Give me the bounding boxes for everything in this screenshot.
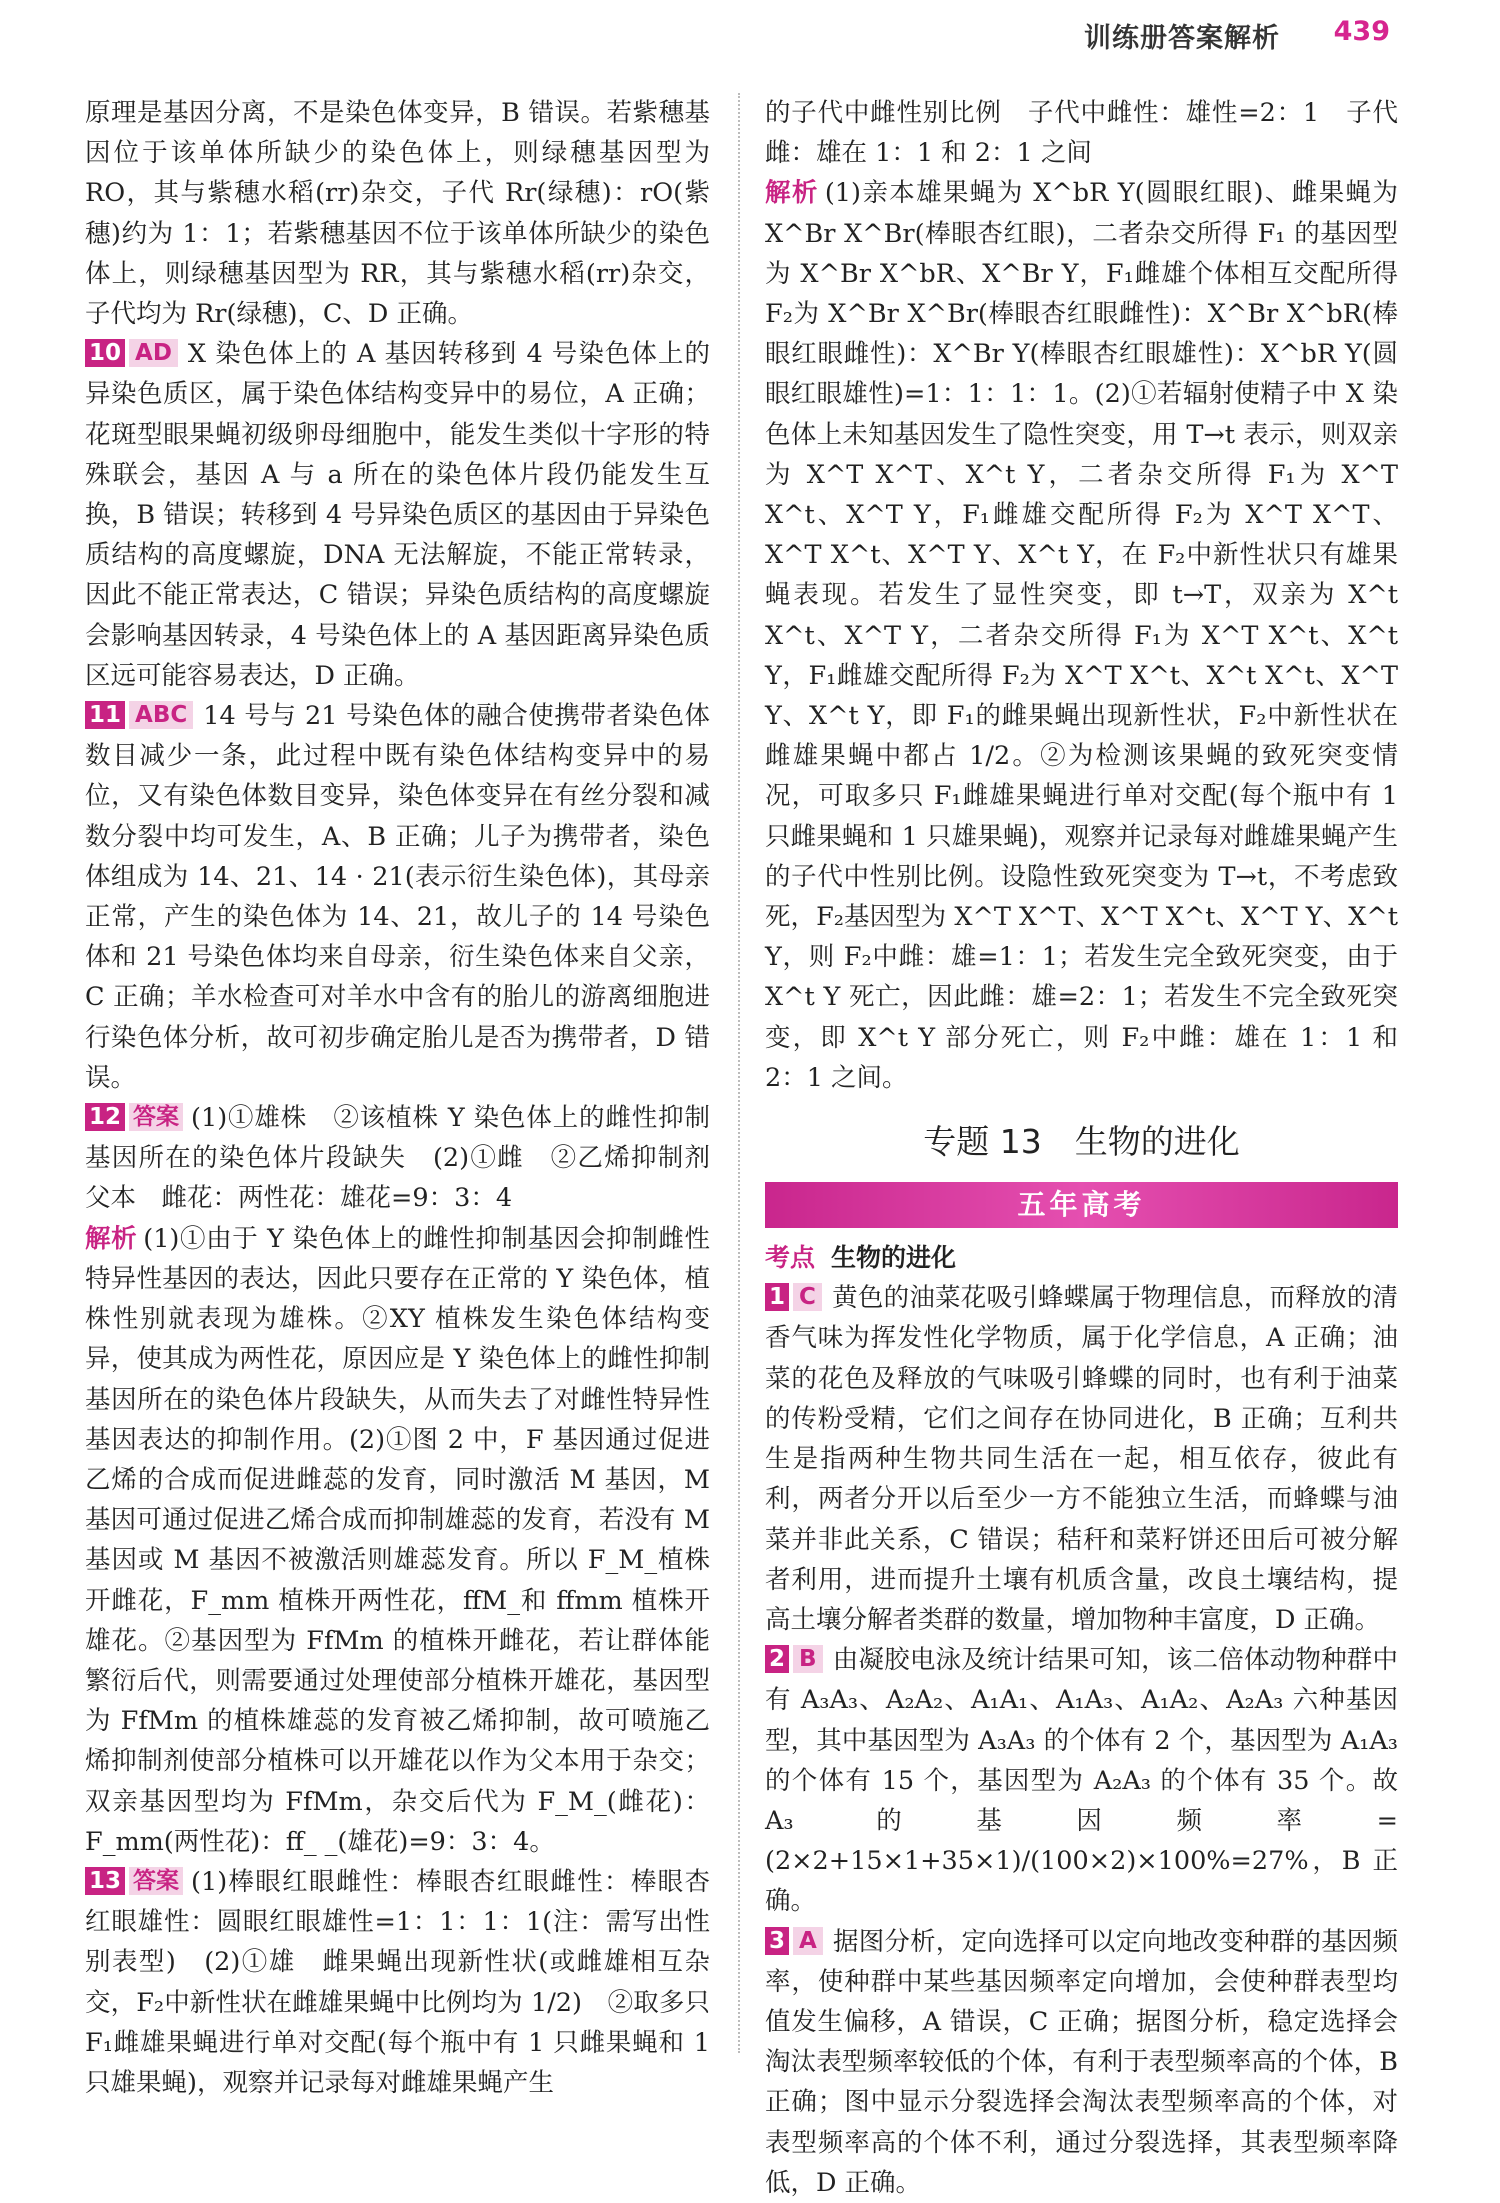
answer-badge: AD	[129, 339, 178, 367]
answer-badge: ABC	[129, 701, 193, 729]
question-2	[765, 1640, 1398, 1921]
question-1	[765, 1278, 1398, 1640]
page-header	[0, 12, 1500, 52]
question-number-badge: 1	[765, 1283, 789, 1311]
analysis-text: (1)亲本雄果蝇为 X^bR Y(圆眼红眼)、雌果蝇为 X^Br X^Br(棒眼杏红眼)，二者杂交所得 F₁ 的基因型为 X^Br X^bR、X^Br Y，F₁雌雄个体相互交配所得 F₂为 X^Br X^Br(棒眼杏红眼雌性)：X^Br X^bR(棒眼红眼雌性)：X^Br Y(棒眼杏红眼雄性)：X^bR Y(圆眼红眼雄性)=1：1：1：1。(2)①若辐射使精子中 X 染色体上未知基因发生了隐性突变，用 T→t 表示，则双亲为 X^T X^T、X^t Y，二者杂交所得 F₁为 X^T X^t、X^T Y，F₁雌雄交配所得 F₂为 X^T X^T、X^T X^t、X^T Y、X^t Y，在 F₂中新性状只有雄果蝇表现。若发生了显性突变，即 t→T，双亲为 X^t X^t、X^T Y，二者杂交所得 F₁为 X^T X^t、X^t Y，F₁雌雄交配所得 F₂为 X^T X^t、X^t X^t、X^T Y、X^t Y，即 F₁的雌果蝇出现新性状，F₂中新性状在雌雄果蝇中都占 1/2。②为检测该果蝇的致死突变情况，可取多只 F₁雌雄果蝇进行单对交配(每个瓶中有 1 只雌果蝇和 1 只雄果蝇)，观察并记录每对雌雄果蝇产生的子代中性别比例。设隐性致死突变为 T→t，不考虑致死，F₂基因型为 X^T X^T、X^T X^t、X^T Y、X^t Y，则 F₂中雌：雄=1：1；若发生完全致死突变，由于 X^t Y 死亡，因此雌：雄=2：1；若发生不完全致死突变，即 X^t Y 部分死亡，则 F₂中雌：雄在 1：1 和 2：1 之间。	[765, 178, 1398, 1093]
question-text: 14 号与 21 号染色体的融合使携带者染色体数目减少一条，此过程中既有染色体结构变异中的易位，又有染色体数目变异，染色体变异在有丝分裂和减数分裂中均可发生，A、B 正确；儿子为携带者，染色体组成为 14、21、14 · 21(表示衍生染色体)，其母亲正常，产生的染色体为 14、21，故儿子的 14 号染色体和 21 号染色体均来自母亲，衍生染色体来自父亲，C 正确；羊水检查可对羊水中含有的胎儿的游离细胞进行染色体分析，故可初步确定胎儿是否为携带者，D 错误。	[85, 701, 710, 1093]
answer-badge: A	[793, 1927, 823, 1955]
question-13-answer	[85, 1862, 710, 2103]
paragraph-continued: 原理是基因分离，不是染色体变异，B 错误。若紫穗基因位于该单体所缺少的染色体上，则绿穗基因型为 RO，其与紫穗水稻(rr)杂交，子代 Rr(绿穗)：rO(紫穗)约为 1：1；若紫穗基因不位于该单体所缺少的染色体上，则绿穗基因型为 RR，其与紫穗水稻(rr)杂交，子代均为 Rr(绿穗)，C、D 正确。	[85, 98, 710, 330]
analysis-text: (1)①由于 Y 染色体上的雌性抑制基因会抑制雌性特异性基因的表达，因此只要存在正常的 Y 染色体，植株性别就表现为雄株。②XY 植株发生染色体结构变异，使其成为两性花，原因应是 Y 染色体上的雌性抑制基因所在的染色体片段缺失，从而失去了对雌性特异性基因表达的抑制作用。(2)①图 2 中，F 基因通过促进乙烯的合成而促进雌蕊的发育，同时激活 M 基因，M 基因可通过促进乙烯合成而抑制雄蕊的发育，若没有 M 基因或 M 基因不被激活则雄蕊发育。所以 F_M_植株开雌花，F_mm 植株开两性花，ffM_和 ffmm 植株开雄花。②基因型为 FfMm 的植株开雌花，若让群体能繁衍后代，则需要通过处理使部分植株开雄花，基因型为 FfMm 的植株雄蕊的发育被乙烯抑制，故可喷施乙烯抑制剂使部分植株可以开雄花以作为父本用于杂交；双亲基因型均为 FfMm，杂交后代为 F_M_(雌花)：F_mm(两性花)：ff_ _(雄花)=9：3：4。	[85, 1223, 710, 1857]
page-number: 439	[1333, 16, 1390, 47]
kaodian-title: 生物的进化	[831, 1243, 957, 1273]
left-column	[85, 93, 736, 2103]
question-number-badge: 10	[85, 339, 125, 367]
question-12-answer	[85, 1098, 736, 1219]
analysis-label: 解析	[85, 1223, 138, 1254]
answer-text: (1)①雄株 ②该植株 Y 染色体上的雌性抑制基因所在的染色体片段缺失 (2)①雌 ②乙烯抑制剂 父本 雌花：两性花：雄花=9：3：4	[85, 1103, 736, 1214]
question-3	[765, 1922, 1398, 2203]
question-number-badge: 13	[85, 1867, 125, 1895]
kaodian-heading	[765, 1238, 1398, 1278]
question-text: 据图分析，定向选择可以定向地改变种群的基因频率，使种群中某些基因频率定向增加，会使种群表型均值发生偏移，A 错误，C 正确；据图分析，稳定选择会淘汰表型频率较低的个体，有利于表型频率高的个体，B 正确；图中显示分裂选择会淘汰表型频率高的个体，对表型频率高的个体不利，通过分裂选择，其表型频率降低，D 正确。	[765, 1926, 1398, 2198]
question-12-analysis	[85, 1219, 710, 1862]
question-text: 由凝胶电泳及统计结果可知，该二倍体动物种群中有 A₃A₃、A₂A₂、A₁A₁、A₁A₃、A₁A₂、A₂A₃ 六种基因型，其中基因型为 A₃A₃ 的个体有 2 个，基因型为 A₁A₃ 的个体有 15 个，基因型为 A₂A₃ 的个体有 35 个。故 A₃ 的基因频率=(2×2+15×1+35×1)/(100×2)×100%=27%，B 正确。	[765, 1645, 1398, 1917]
kaodian-label: 考点	[765, 1243, 816, 1273]
question-10	[85, 334, 710, 696]
question-13-analysis	[765, 173, 1398, 1098]
answer-text: (1)棒眼红眼雌性：棒眼杏红眼雌性：棒眼杏红眼雄性：圆眼红眼雄性=1：1：1：1(注：需写出性别表型) (2)①雄 雌果蝇出现新性状(或雌雄相互杂交，F₂中新性状在雌雄果蝇中比例均为 1/2) ②取多只 F₁雌雄果蝇进行单对交配(每个瓶中有 1 只雌果蝇和 1 只雄果蝇)，观察并记录每对雌雄果蝇产生	[85, 1866, 710, 2098]
question-number-badge: 2	[765, 1645, 789, 1673]
answer-badge: B	[793, 1645, 823, 1673]
question-number-badge: 12	[85, 1103, 125, 1131]
answer-continued: 的子代中雌性别比例 子代中雌性：雄性=2：1 子代雌：雄在 1：1 和 2：1 之间	[765, 98, 1398, 169]
question-text: 黄色的油菜花吸引蜂蝶属于物理信息，而释放的清香气味为挥发性化学物质，属于化学信息，A 正确；油菜的花色及释放的气味吸引蜂蝶的同时，也有利于油菜的传粉受精，它们之间存在协同进化，B 正确；互利共生是指两种生物共同生活在一起，相互依存，彼此有利，两者分开以后至少一方不能独立生活，而蜂蝶与油菜并非此关系，C 错误；秸秆和菜籽饼还田后可被分解者利用，进而提升土壤有机质含量，改良土壤结构，提高土壤分解者类群的数量，增加物种丰富度，D 正确。	[765, 1283, 1398, 1635]
question-11	[85, 696, 710, 1098]
section-title: 专题 13 生物的进化	[923, 1122, 1240, 1162]
question-text: X 染色体上的 A 基因转移到 4 号染色体上的异染色质区，属于染色体结构变异中的易位，A 正确；花斑型眼果蝇初级卵母细胞中，能发生类似十字形的特殊联会，基因 A 与 a 所在的染色体片段仍能发生互换，B 错误；转移到 4 号异染色质区的基因由于异染色质结构的高度螺旋，DNA 无法解旋，不能正常转录，因此不能正常表达，C 错误；异染色质结构的高度螺旋会影响基因转录，4 号染色体上的 A 基因距离异染色质区远可能容易表达，D 正确。	[85, 339, 710, 691]
section-banner: 五年高考	[765, 1182, 1398, 1228]
question-number-badge: 11	[85, 701, 125, 729]
answer-label: 答案	[129, 1867, 183, 1895]
question-number-badge: 3	[765, 1927, 789, 1955]
analysis-label: 解析	[765, 178, 819, 209]
answer-label: 答案	[129, 1103, 183, 1131]
column-divider	[738, 93, 740, 2053]
right-column	[765, 93, 1398, 2203]
answer-badge: C	[793, 1283, 822, 1311]
header-title: 训练册答案解析	[1084, 23, 1280, 54]
